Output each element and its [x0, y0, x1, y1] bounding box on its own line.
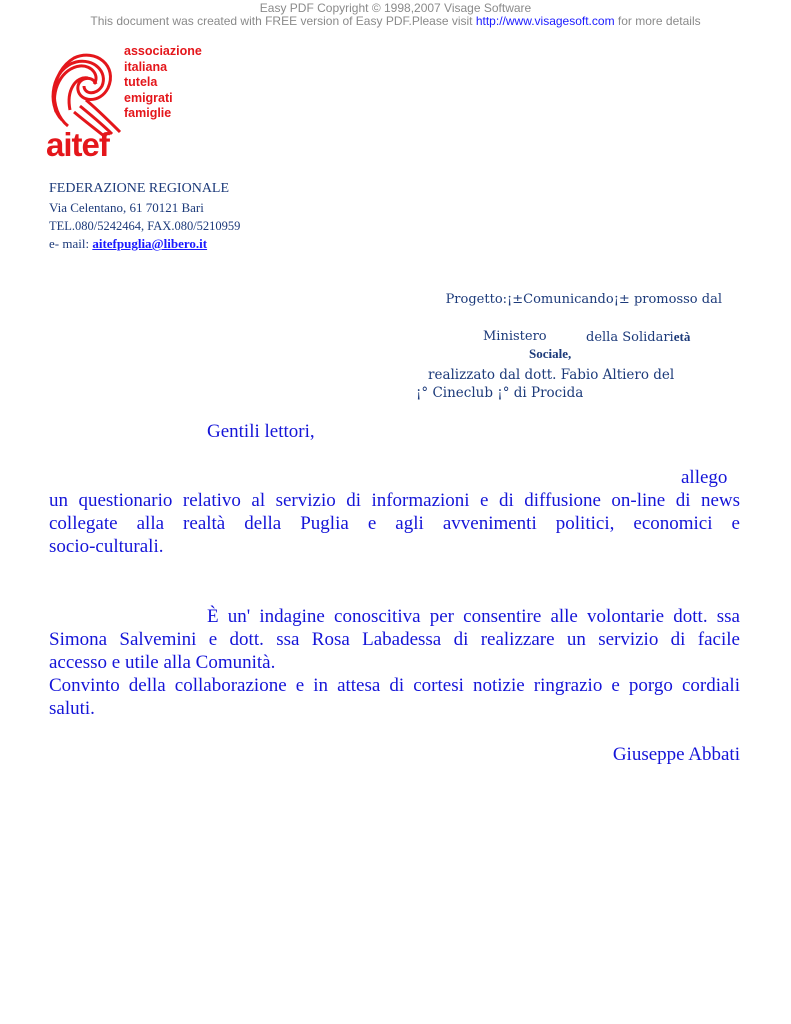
paragraph-1-line-3: socio-culturali.	[49, 536, 164, 557]
project-solidarity	[586, 329, 690, 346]
address: Via Celentano, 61 70121 Bari	[49, 200, 204, 215]
org-line: tutela	[124, 75, 158, 89]
federation-title: FEDERAZIONE REGIONALE	[49, 181, 230, 196]
paragraph-1-line-2: collegate alla realtà della Puglia e agli avvenimenti politici, economici e	[49, 513, 740, 534]
paragraph-2-line-2: Simona Salvemini e dott. ssa Rosa Labadessa di realizzare un servizio di facile	[49, 629, 740, 650]
watermark-line-2	[0, 14, 791, 28]
paragraph-3-line-2: saluti.	[49, 698, 95, 719]
watermark-line-1: Easy PDF Copyright © 1998,2007 Visage Software	[259, 1, 532, 15]
paragraph-1-start: allego	[681, 467, 728, 488]
visagesoft-link[interactable]: http://www.visagesoft.com	[475, 14, 615, 28]
project-solidarity-end: età	[673, 329, 691, 344]
project-cineclub: ¡° Cineclub ¡° di Procida	[416, 385, 584, 401]
email-link[interactable]: aitefpuglia@libero.it	[92, 236, 208, 251]
org-line: italiana	[124, 59, 168, 74]
org-name	[124, 44, 202, 122]
org-line: famiglie	[124, 106, 172, 120]
org-line: emigrati	[124, 90, 173, 105]
watermark-text: This document was created with FREE version of Easy PDF.Please visit	[90, 14, 476, 28]
aitef-wordmark: aitef	[46, 126, 109, 158]
paragraph-2-line-1: È un' indagine conoscitiva per consentire alle volontarie dott. ssa	[207, 606, 740, 627]
project-social: Sociale,	[529, 346, 572, 361]
org-line: associazione	[124, 44, 202, 58]
greeting: Gentili lettori,	[207, 421, 315, 442]
project-ministry: Ministero	[483, 329, 547, 344]
watermark-suffix: for more details	[614, 14, 701, 28]
signature: Giuseppe Abbati	[612, 744, 740, 765]
email-line	[49, 236, 207, 252]
project-author: realizzato dal dott. Fabio Altiero del	[428, 367, 675, 383]
project-line-1: Progetto:¡±Comunicando¡± promosso dal	[445, 292, 722, 307]
email-label: e- mail:	[49, 236, 93, 251]
project-solidarity-text: della Solidari	[586, 330, 674, 345]
paragraph-2-line-3: accesso e utile alla Comunità.	[49, 652, 276, 673]
phone-fax: TEL.080/5242464, FAX.080/5210959	[49, 219, 241, 233]
paragraph-3-line-1: Convinto della collaborazione e in attesa di cortesi notizie ringrazio e porgo cordiali	[49, 675, 740, 696]
paragraph-1-line-1: un questionario relativo al servizio di informazioni e di diffusione on-line di news	[49, 490, 740, 511]
aitef-logo	[46, 50, 122, 158]
